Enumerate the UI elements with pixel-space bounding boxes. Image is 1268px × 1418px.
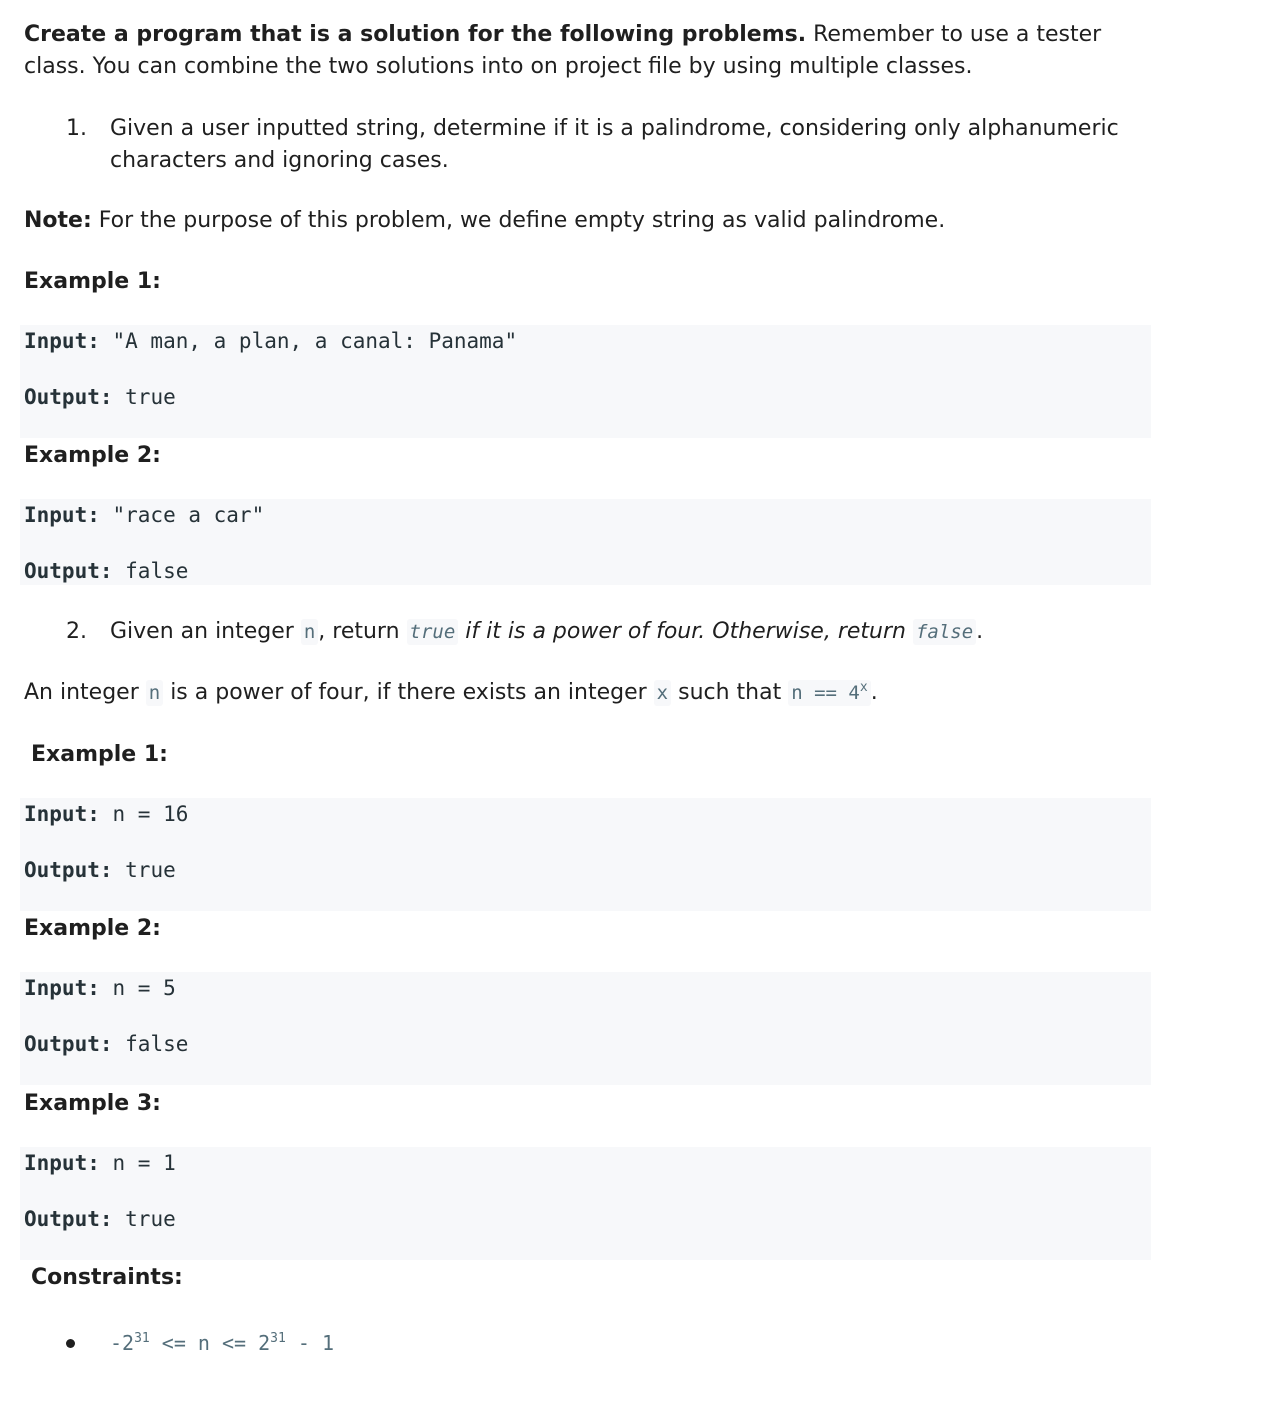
p2-example-2-output: Output: false <box>24 1032 189 1056</box>
code-false: false <box>913 619 976 645</box>
problem-2-text: Given an integer n , return true if it is a power of four. Otherwise, return false . <box>110 619 984 644</box>
constraint-range: $-2^{31} <= n <= 2^{31} - 1$ <box>110 1331 334 1355</box>
p2-example-1-code <box>20 798 1151 911</box>
p2-example-1-output: Output: true <box>24 858 176 882</box>
p1-example-1-heading: Example 1: <box>24 269 161 294</box>
code-true: true <box>407 619 459 645</box>
note-label: Note: <box>24 208 92 233</box>
p2-example-2-input: Input: n = 5 <box>24 976 176 1000</box>
note-paragraph <box>24 205 945 237</box>
p2-example-3-input: Input: n = 1 <box>24 1151 176 1175</box>
def-code-x: x <box>654 680 671 706</box>
p1-example-1-code <box>20 325 1151 438</box>
p1-example-1-output: Output: true <box>24 385 176 409</box>
bullet-icon <box>66 1339 75 1348</box>
p1-example-1-input: Input: "A man, a plan, a canal: Panama" <box>24 329 518 353</box>
p2-example-2-code <box>20 972 1151 1085</box>
code-n: n <box>301 619 318 645</box>
p1-example-2-output: Output: false <box>24 559 189 583</box>
p1-example-2-input: Input: "race a car" <box>24 503 265 527</box>
problem-2-number: 2. <box>66 619 87 644</box>
note-text: For the purpose of this problem, we define empty string as valid palindrome. <box>91 208 946 233</box>
def-code-n: n <box>146 680 163 706</box>
p2-example-1-input: Input: n = 16 <box>24 802 189 826</box>
def-code-equation: $n == 4^x$ <box>788 680 870 706</box>
problem-1-text: Given a user inputted string, determine if it is a palindrome, considering only alphanumeric characters and ignoring cases. <box>110 116 1119 173</box>
p2-example-3-heading: Example 3: <box>24 1091 161 1116</box>
problem-1-number: 1. <box>66 116 87 141</box>
p2-example-1-heading: Example 1: <box>31 742 168 767</box>
intro-rest: Remember to use a tester class. You can combine the two solutions into on project file by using multiple classes. <box>24 22 1102 79</box>
constraints-heading: Constraints: <box>31 1265 183 1290</box>
p2-example-3-output: Output: true <box>24 1207 176 1231</box>
intro-paragraph <box>24 19 1154 83</box>
p2-example-2-heading: Example 2: <box>24 916 161 941</box>
power-of-four-definition: An integer n is a power of four, if there exists an integer x such that $n == 4^x$ . <box>24 680 878 705</box>
intro-bold: Create a program that is a solution for the following problems. <box>24 22 807 47</box>
p1-example-2-heading: Example 2: <box>24 443 161 468</box>
p1-example-2-code <box>20 499 1151 585</box>
p2-example-3-code <box>20 1147 1151 1260</box>
